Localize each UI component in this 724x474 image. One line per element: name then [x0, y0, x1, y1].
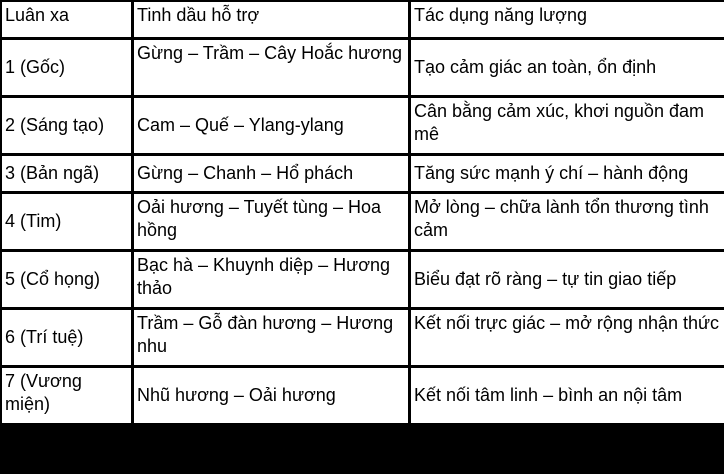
row-7-effect: Kết nối tâm linh – bình an nội tâm — [411, 368, 724, 423]
row-1-oils: Gừng – Trầm – Cây Hoắc hương — [134, 40, 408, 95]
row-6-chakra: 6 (Trí tuệ) — [2, 310, 131, 365]
row-5-oils: Bạc hà – Khuynh diệp – Hương thảo — [134, 252, 408, 307]
row-4-effect: Mở lòng – chữa lành tổn thương tình cảm — [411, 194, 724, 249]
row-4-chakra: 4 (Tim) — [2, 194, 131, 249]
row-1-effect: Tạo cảm giác an toàn, ổn định — [411, 40, 724, 95]
row-2-chakra: 2 (Sáng tạo) — [2, 98, 131, 153]
header-energy-effect: Tác dụng năng lượng — [411, 2, 724, 37]
header-chakra: Luân xa — [2, 2, 131, 37]
row-6-oils: Trầm – Gỗ đàn hương – Hương nhu — [134, 310, 408, 365]
row-1-chakra: 1 (Gốc) — [2, 40, 131, 95]
row-3-chakra: 3 (Bản ngã) — [2, 156, 131, 191]
row-5-effect: Biểu đạt rõ ràng – tự tin giao tiếp — [411, 252, 724, 307]
header-essential-oils: Tinh dầu hỗ trợ — [134, 2, 408, 37]
row-4-oils: Oải hương – Tuyết tùng – Hoa hồng — [134, 194, 408, 249]
row-2-effect: Cân bằng cảm xúc, khơi nguồn đam mê — [411, 98, 724, 153]
row-3-oils: Gừng – Chanh – Hổ phách — [134, 156, 408, 191]
row-5-chakra: 5 (Cổ họng) — [2, 252, 131, 307]
row-7-chakra: 7 (Vương miện) — [2, 368, 131, 423]
row-7-oils: Nhũ hương – Oải hương — [134, 368, 408, 423]
row-2-oils: Cam – Quế – Ylang-ylang — [134, 98, 408, 153]
row-6-effect: Kết nối trực giác – mở rộng nhận thức — [411, 310, 724, 365]
row-3-effect: Tăng sức mạnh ý chí – hành động — [411, 156, 724, 191]
